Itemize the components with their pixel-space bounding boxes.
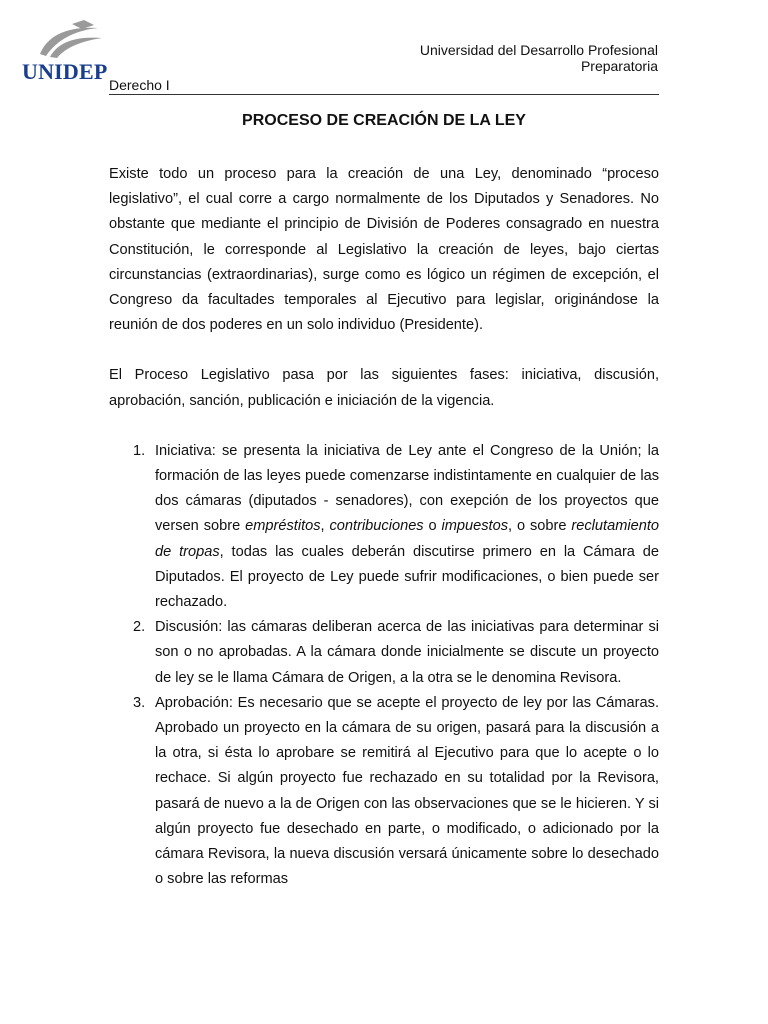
logo-text: UNIDEP (22, 59, 108, 84)
document-title: PROCESO DE CREACIÓN DE LA LEY (242, 112, 526, 129)
list-number: 2. (133, 619, 146, 636)
list-item (109, 439, 659, 615)
header-institution (420, 42, 658, 74)
header-divider (109, 94, 659, 95)
university-name: Universidad del Desarrollo Profesional (419, 42, 658, 58)
intro-paragraph: Existe todo un proceso para la creación de una Ley, denominado “proceso legislativo”, el cual corre a cargo normalmente de los Diputados y Senadores. No obstante que mediante el principio de División de Poderes consagrado en nuestra Constitución, le corresponde al Legislativo la creación de leyes, bajo ciertas circunstancias (extraordinarias), surge como es lógico un régimen de excepción, el Congreso da facultades temporales al Ejecutivo para legislar, originándose la reunión de dos poderes en un solo individuo (Presidente). (109, 166, 659, 334)
swoosh-logo-icon (36, 20, 106, 60)
list-item (109, 615, 659, 691)
education-level: Preparatoria (580, 58, 658, 74)
course-name: Derecho I (109, 77, 170, 93)
list-item (109, 691, 659, 893)
list-number: 3. (133, 694, 146, 711)
phase-text: Discusión: las cámaras deliberan acerca de las iniciativas para determinar si son o no aprobadas. A la cámara donde inicialmente se discute un proyecto de ley se le llama Cámara de Origen, a la otra se le denomina Revisora. (155, 619, 659, 686)
document-body (109, 162, 659, 892)
phases-list (109, 439, 659, 893)
phase-text: Aprobación: Es necesario que se acepte el proyecto de ley por las Cámaras. Aprobado un proyecto en la cámara de su origen, pasará para la discusión a la otra, si ésta lo aprobare se remitirá al Ejecutivo para que lo acepte o lo rechace. Si algún proyecto fue rechazado en su totalidad por la Revisora, pasará de nuevo a la de Origen con las observaciones que se le hicieren. Y si algún proyecto fue desechado en parte, o modificado, o adicionado por la cámara Revisora, la nueva discusión versará únicamente sobre lo desechado o sobre las reformas (155, 694, 659, 888)
phases-paragraph: El Proceso Legislativo pasa por las siguientes fases: iniciativa, discusión, aprobación, sanción, publicación e iniciación de la vigencia. (109, 367, 659, 409)
unidep-logo (22, 20, 114, 82)
phase-text: Iniciativa: se presenta la iniciativa de Ley ante el Congreso de la Unión; la formación de las leyes puede comenzarse indistintamente en cualquier de las dos cámaras (diputados - senadores), con exepción de los proyectos que versen sobre empréstitos, contribuciones o impuestos, o sobre reclutamiento de tropas, todas las cuales deberán discutirse primero en la Cámara de Diputados. El proyecto de Ley puede sufrir modificaciones, o bien puede ser rechazado. (155, 442, 660, 611)
list-number: 1. (133, 442, 146, 459)
